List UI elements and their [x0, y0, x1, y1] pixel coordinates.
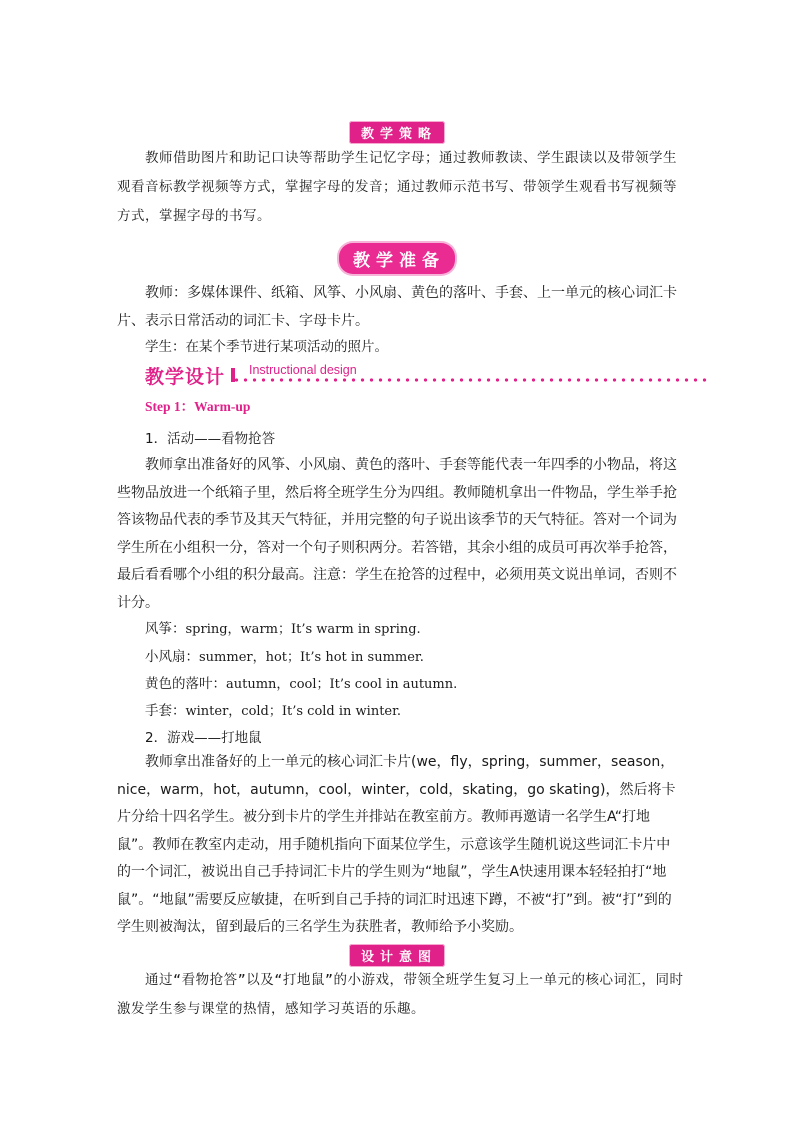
example-row-gloves [145, 699, 401, 719]
preparation-teacher: 教师：多媒体课件、纸箱、风筝、小风扇、黄色的落叶、手套、上一单元的核心词汇卡片、表示日常活动的词汇卡、字母卡片。 [117, 285, 677, 329]
intent-badge: 设计意图 [349, 944, 445, 967]
activity1-title: 1．活动——看物抢答 [145, 431, 276, 447]
activity2-text: 教师拿出准备好的上一单元的核心词汇卡片(we，fly，spring，summer，season，nice，warm，hot，autumn，cool，winter，cold，skating，go skating)，然后将卡片分给十四名学生。被分到卡片的学生并排站在教室前方。教师再邀请一名学生A“打地鼠”。教师在教室内走动，用手随机指向下面某位学生，示意该学生随机说这些词汇卡片中的一个词汇，被说出自己手持词汇卡片的学生则为“地鼠”，学生A快速用课本轻轻拍打“地鼠”。“地鼠”需要反应敏捷，在听到自己手持的词汇时迅速下蹲，不被“打”到。被“打”到的学生则被淘汰，留到最后的三名学生为获胜者，教师给予小奖励。 [117, 754, 676, 935]
example-cn: 小风扇： [145, 649, 199, 665]
example-cn: 风筝： [145, 621, 186, 637]
example-en: spring，warm；It’s warm in spring. [185, 622, 421, 637]
strategy-header [0, 121, 794, 144]
design-section-title: 教学设计 [145, 366, 226, 388]
step1-title: Step 1：Warm-up [145, 399, 251, 414]
activity1-text: 教师拿出准备好的风筝、小风扇、黄色的落叶、手套等能代表一年四季的小物品，将这些物品放进一个纸箱子里，然后将全班学生分为四组。教师随机拿出一件物品，学生举手抢答该物品代表的季节及其天气特征，并用完整的句子说出该季节的天气特征。答对一个词为学生所在小组积一分，答对一个句子则积两分。若答错，其余小组的成员可再次举手抢答，最后看看哪个小组的积分最高。注意：学生在抢答的过程中，必须用英文说出单词，否则不计分。 [117, 457, 677, 611]
example-cn: 黄色的落叶： [145, 676, 226, 692]
preparation-badge: 教学准备 [339, 243, 455, 274]
dotted-divider [232, 378, 710, 382]
intent-text: 通过“看物抢答”以及“打地鼠”的小游戏，带领全班学生复习上一单元的核心词汇，同时激发学生参与课堂的热情，感知学习英语的乐趣。 [117, 972, 684, 1017]
example-row-fan [145, 645, 424, 665]
activity2-title: 2．游戏——打地鼠 [145, 730, 262, 746]
preparation-student: 学生：在某个季节进行某项活动的照片。 [145, 339, 388, 355]
strategy-badge: 教学策略 [349, 121, 445, 144]
example-row-kite [145, 617, 421, 637]
example-en: autumn，cool；It’s cool in autumn. [226, 677, 458, 692]
preparation-header [0, 243, 794, 274]
example-cn: 手套： [145, 703, 186, 719]
design-section-subtitle: Instructional design [249, 363, 357, 377]
example-row-leaves [145, 672, 457, 692]
intent-header [0, 944, 794, 967]
strategy-text: 教师借助图片和助记口诀等帮助学生记忆字母；通过教师教读、学生跟读以及带领学生观看音标教学视频等方式，掌握字母的发音；通过教师示范书写、带领学生观看书写视频等方式，掌握字母的书写。 [117, 150, 677, 224]
example-en: winter，cold；It’s cold in winter. [185, 704, 402, 719]
example-en: summer，hot；It’s hot in summer. [199, 650, 424, 665]
